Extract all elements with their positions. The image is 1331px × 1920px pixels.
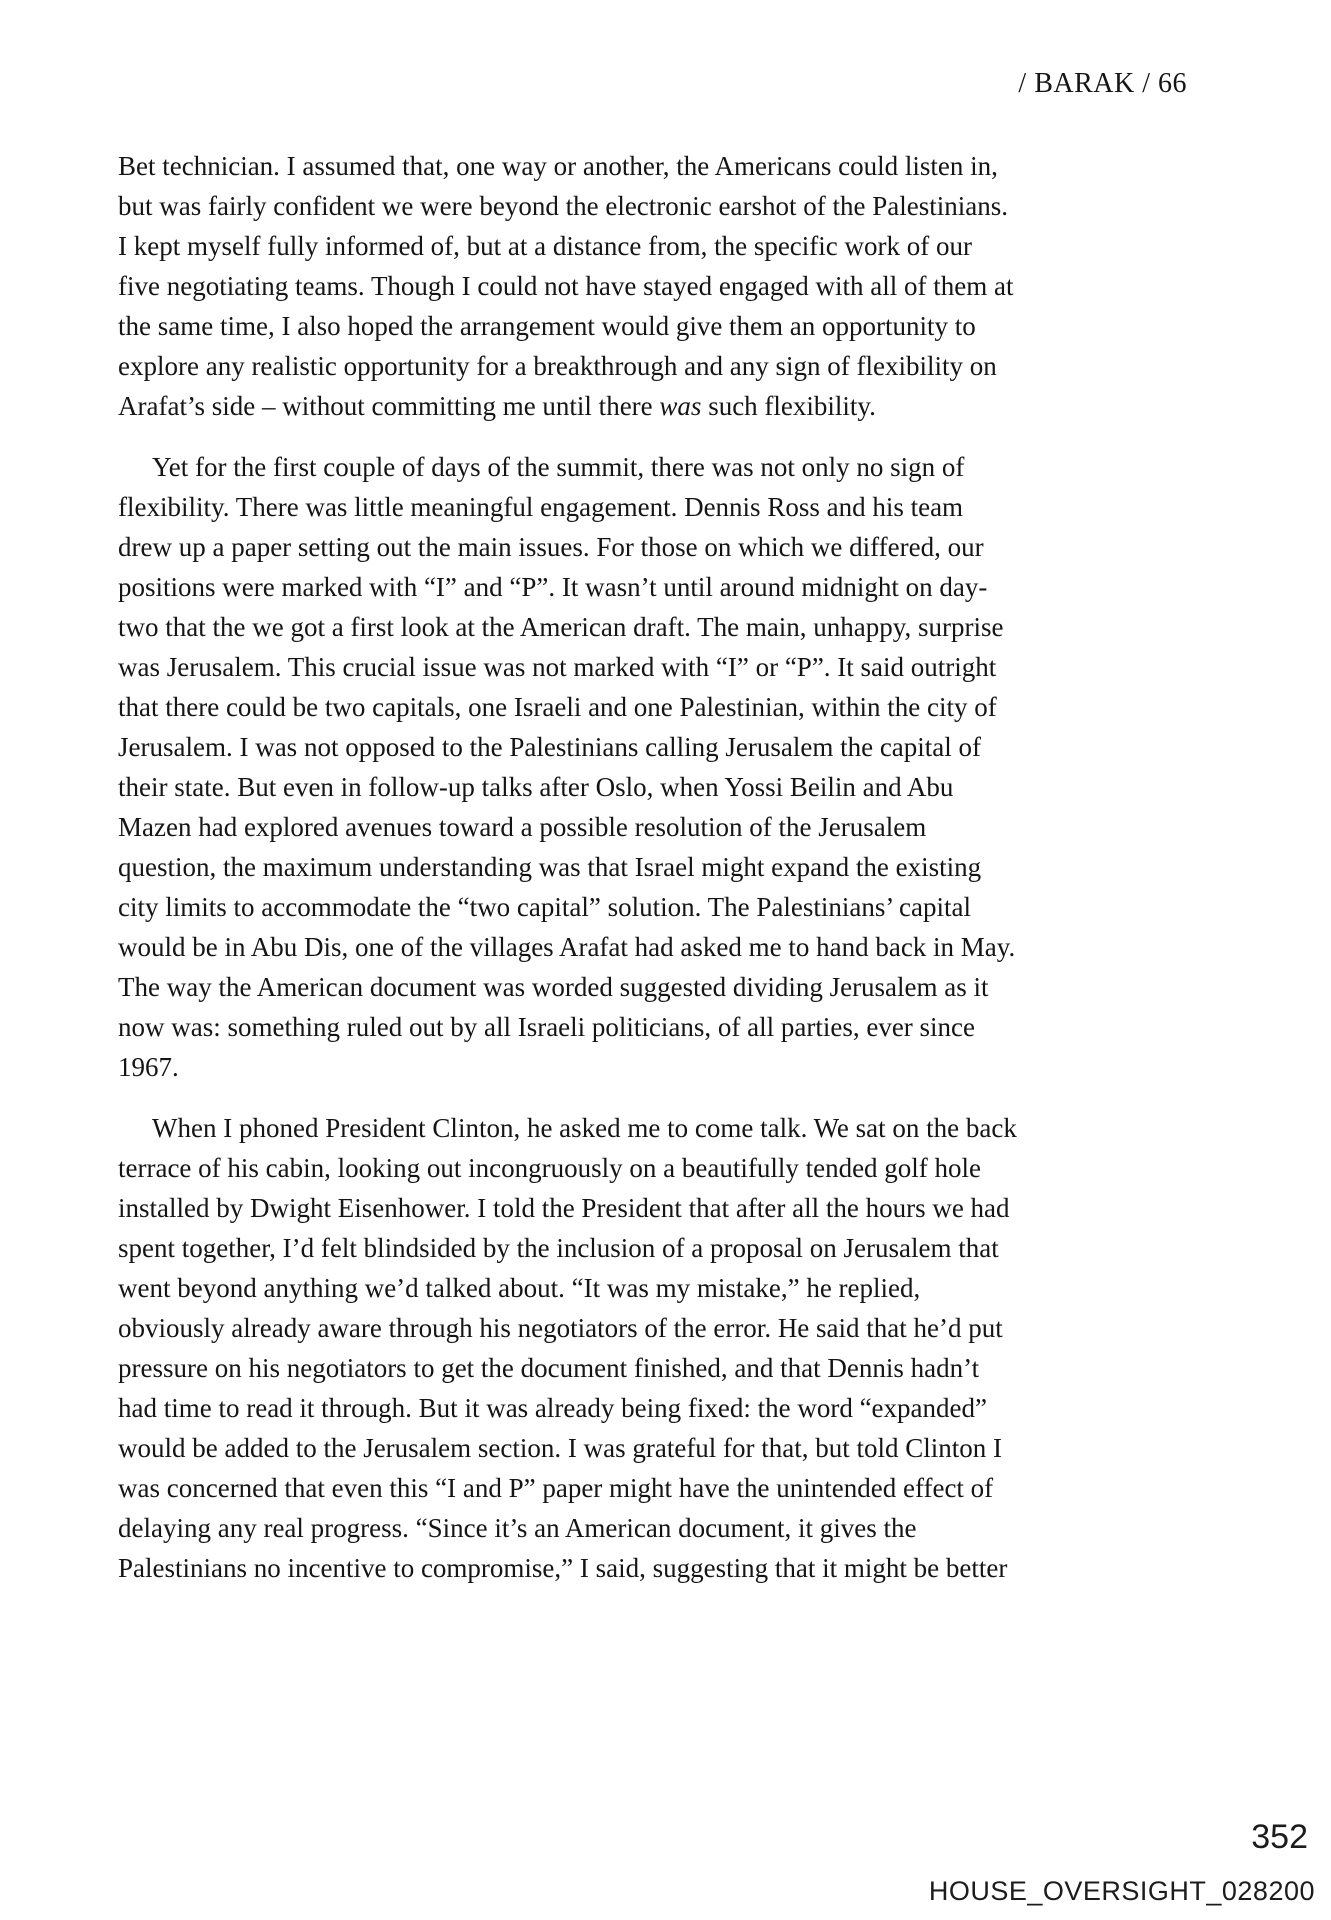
text-segment: Arafat’s side – without committing me until there — [118, 391, 660, 421]
text-line: I kept myself fully informed of, but at a distance from, the specific work of our — [118, 231, 972, 261]
document-body — [118, 146, 1258, 1609]
text-line: installed by Dwight Eisenhower. I told the President that after all the hours we had — [118, 1193, 1010, 1223]
text-line: two that the we got a first look at the American draft. The main, unhappy, surprise — [118, 612, 1004, 642]
text-line: city limits to accommodate the “two capital” solution. The Palestinians’ capital — [118, 892, 972, 922]
text-line: Bet technician. I assumed that, one way or another, the Americans could listen in, — [118, 151, 998, 181]
text-line: would be added to the Jerusalem section. I was grateful for that, but told Clinton I — [118, 1433, 1003, 1463]
text-line: was concerned that even this “I and P” paper might have the unintended effect of — [118, 1473, 994, 1503]
text-segment: such flexibility. — [701, 391, 876, 421]
text-line: five negotiating teams. Though I could not have stayed engaged with all of them at — [118, 271, 1014, 301]
text-line: pressure on his negotiators to get the document finished, and that Dennis hadn’t — [118, 1353, 980, 1383]
page-number: 352 — [1251, 1818, 1308, 1856]
text-line — [118, 386, 1258, 426]
paragraph — [118, 146, 1258, 426]
text-line: 1967. — [118, 1052, 179, 1082]
text-line: drew up a paper setting out the main issues. For those on which we differed, our — [118, 532, 984, 562]
text-line: Palestinians no incentive to compromise,” I said, suggesting that it might be better — [118, 1553, 1008, 1583]
text-line: Jerusalem. I was not opposed to the Palestinians calling Jerusalem the capital of — [118, 732, 982, 762]
text-line: positions were marked with “I” and “P”. It wasn’t until around midnight on day- — [118, 572, 988, 602]
text-line: obviously already aware through his negotiators of the error. He said that he’d put — [118, 1313, 1003, 1343]
text-line: The way the American document was worded suggested dividing Jerusalem as it — [118, 972, 989, 1002]
text-line: Mazen had explored avenues toward a possible resolution of the Jerusalem — [118, 812, 927, 842]
paragraph — [118, 447, 1258, 1087]
text-line: Yet for the first couple of days of the summit, there was not only no sign of — [152, 452, 965, 482]
italic-text-segment: was — [659, 391, 702, 421]
text-line: When I phoned President Clinton, he asked me to come talk. We sat on the back — [152, 1113, 1017, 1143]
text-line: explore any realistic opportunity for a breakthrough and any sign of flexibility on — [118, 351, 997, 381]
running-header: / BARAK / 66 — [1018, 68, 1187, 99]
paragraph — [118, 1108, 1258, 1588]
text-line: that there could be two capitals, one Israeli and one Palestinian, within the city of — [118, 692, 997, 722]
text-line: their state. But even in follow-up talks after Oslo, when Yossi Beilin and Abu — [118, 772, 954, 802]
text-line: now was: something ruled out by all Israeli politicians, of all parties, ever since — [118, 1012, 976, 1042]
text-line: spent together, I’d felt blindsided by the inclusion of a proposal on Jerusalem that — [118, 1233, 999, 1263]
text-line: delaying any real progress. “Since it’s an American document, it gives the — [118, 1513, 917, 1543]
text-line: but was fairly confident we were beyond the electronic earshot of the Palestinians. — [118, 191, 1008, 221]
text-line: terrace of his cabin, looking out incongruously on a beautifully tended golf hole — [118, 1153, 982, 1183]
text-line: had time to read it through. But it was already being fixed: the word “expanded” — [118, 1393, 987, 1423]
bates-stamp: HOUSE_OVERSIGHT_028200 — [928, 1876, 1315, 1906]
text-line: the same time, I also hoped the arrangement would give them an opportunity to — [118, 311, 976, 341]
text-line: was Jerusalem. This crucial issue was not marked with “I” or “P”. It said outright — [118, 652, 997, 682]
text-line: flexibility. There was little meaningful engagement. Dennis Ross and his team — [118, 492, 964, 522]
text-line: went beyond anything we’d talked about. “It was my mistake,” he replied, — [118, 1273, 921, 1303]
text-line: question, the maximum understanding was that Israel might expand the existing — [118, 852, 982, 882]
text-line: would be in Abu Dis, one of the villages Arafat had asked me to hand back in May. — [118, 932, 1016, 962]
